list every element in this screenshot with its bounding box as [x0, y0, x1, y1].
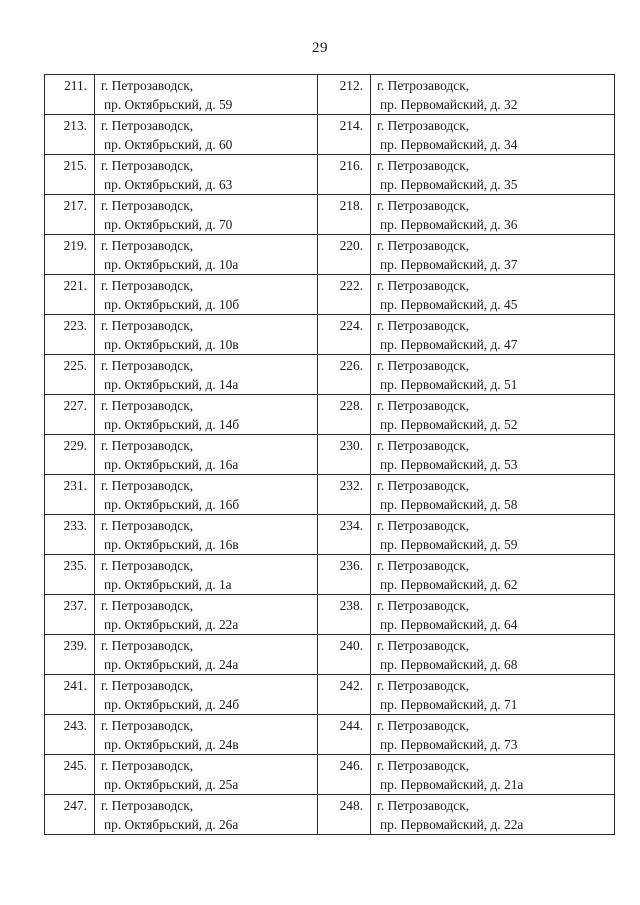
address-street: пр. Октябрьский, д. 60 [104, 137, 233, 152]
address-city: г. Петрозаводск, [101, 158, 194, 173]
address-cell-left [95, 275, 318, 315]
address-cell-left [95, 155, 318, 195]
row-number-right: 246. [318, 755, 371, 795]
address-city: г. Петрозаводск, [377, 478, 470, 493]
table-row [45, 755, 615, 795]
address-city: г. Петрозаводск, [377, 118, 470, 133]
address-street: пр. Октябрьский, д. 26а [104, 817, 239, 832]
address-city: г. Петрозаводск, [377, 238, 470, 253]
table-row [45, 595, 615, 635]
address-street: пр. Первомайский, д. 52 [380, 417, 518, 432]
address-city: г. Петрозаводск, [101, 718, 194, 733]
address-cell-left [95, 675, 318, 715]
row-number-left: 231. [45, 475, 95, 515]
address-city: г. Петрозаводск, [377, 78, 470, 93]
table-row [45, 435, 615, 475]
address-city: г. Петрозаводск, [101, 478, 194, 493]
address-cell-right [371, 115, 615, 155]
address-street: пр. Октябрьский, д. 24в [104, 737, 239, 752]
address-street: пр. Октябрьский, д. 24а [104, 657, 239, 672]
row-number-right: 240. [318, 635, 371, 675]
address-city: г. Петрозаводск, [101, 118, 194, 133]
row-number-left: 221. [45, 275, 95, 315]
address-street: пр. Октябрьский, д. 16в [104, 537, 239, 552]
address-street: пр. Первомайский, д. 22а [380, 817, 524, 832]
row-number-left: 211. [45, 75, 95, 115]
address-cell-left [95, 115, 318, 155]
address-street: пр. Первомайский, д. 71 [380, 697, 518, 712]
row-number-left: 233. [45, 515, 95, 555]
address-cell-right [371, 715, 615, 755]
row-number-left: 219. [45, 235, 95, 275]
address-street: пр. Первомайский, д. 47 [380, 337, 518, 352]
address-cell-left [95, 235, 318, 275]
table-row [45, 115, 615, 155]
row-number-left: 237. [45, 595, 95, 635]
address-cell-right [371, 355, 615, 395]
address-street: пр. Первомайский, д. 45 [380, 297, 518, 312]
address-street: пр. Первомайский, д. 58 [380, 497, 518, 512]
address-street: пр. Октябрьский, д. 59 [104, 97, 233, 112]
address-city: г. Петрозаводск, [101, 758, 194, 773]
address-cell-left [95, 395, 318, 435]
address-street: пр. Октябрьский, д. 10в [104, 337, 239, 352]
address-street: пр. Октябрьский, д. 25а [104, 777, 239, 792]
address-cell-left [95, 795, 318, 835]
row-number-left: 239. [45, 635, 95, 675]
row-number-left: 217. [45, 195, 95, 235]
row-number-left: 235. [45, 555, 95, 595]
address-street: пр. Октябрьский, д. 14а [104, 377, 239, 392]
address-cell-right [371, 755, 615, 795]
row-number-left: 223. [45, 315, 95, 355]
address-city: г. Петрозаводск, [377, 758, 470, 773]
address-city: г. Петрозаводск, [101, 238, 194, 253]
row-number-left: 213. [45, 115, 95, 155]
address-city: г. Петрозаводск, [377, 798, 470, 813]
row-number-right: 214. [318, 115, 371, 155]
address-city: г. Петрозаводск, [101, 438, 194, 453]
row-number-left: 215. [45, 155, 95, 195]
address-cell-right [371, 555, 615, 595]
address-city: г. Петрозаводск, [377, 318, 470, 333]
address-cell-right [371, 475, 615, 515]
row-number-right: 228. [318, 395, 371, 435]
address-city: г. Петрозаводск, [101, 678, 194, 693]
row-number-right: 242. [318, 675, 371, 715]
address-street: пр. Первомайский, д. 73 [380, 737, 518, 752]
address-street: пр. Октябрьский, д. 70 [104, 217, 233, 232]
table-row [45, 795, 615, 835]
address-cell-right [371, 795, 615, 835]
row-number-left: 225. [45, 355, 95, 395]
table-row [45, 395, 615, 435]
table-row [45, 235, 615, 275]
address-street: пр. Первомайский, д. 59 [380, 537, 518, 552]
row-number-right: 222. [318, 275, 371, 315]
address-cell-right [371, 395, 615, 435]
address-cell-left [95, 755, 318, 795]
row-number-left: 227. [45, 395, 95, 435]
address-street: пр. Первомайский, д. 32 [380, 97, 518, 112]
address-city: г. Петрозаводск, [101, 278, 194, 293]
address-street: пр. Октябрьский, д. 1а [104, 577, 232, 592]
row-number-left: 247. [45, 795, 95, 835]
row-number-right: 232. [318, 475, 371, 515]
table-row [45, 515, 615, 555]
address-street: пр. Первомайский, д. 62 [380, 577, 518, 592]
address-city: г. Петрозаводск, [101, 798, 194, 813]
address-cell-right [371, 315, 615, 355]
row-number-right: 226. [318, 355, 371, 395]
address-table-body [45, 75, 615, 835]
address-street: пр. Октябрьский, д. 24б [104, 697, 240, 712]
row-number-right: 238. [318, 595, 371, 635]
address-street: пр. Первомайский, д. 64 [380, 617, 518, 632]
address-street: пр. Октябрьский, д. 22а [104, 617, 239, 632]
row-number-right: 212. [318, 75, 371, 115]
row-number-left: 245. [45, 755, 95, 795]
row-number-right: 248. [318, 795, 371, 835]
address-city: г. Петрозаводск, [101, 398, 194, 413]
table-row [45, 195, 615, 235]
table-row [45, 715, 615, 755]
row-number-right: 236. [318, 555, 371, 595]
address-street: пр. Первомайский, д. 36 [380, 217, 518, 232]
address-cell-right [371, 155, 615, 195]
address-city: г. Петрозаводск, [101, 318, 194, 333]
row-number-left: 241. [45, 675, 95, 715]
address-city: г. Петрозаводск, [377, 598, 470, 613]
address-street: пр. Октябрьский, д. 10а [104, 257, 239, 272]
address-cell-left [95, 315, 318, 355]
address-table [44, 74, 615, 835]
row-number-right: 216. [318, 155, 371, 195]
address-city: г. Петрозаводск, [377, 438, 470, 453]
address-street: пр. Первомайский, д. 34 [380, 137, 518, 152]
address-city: г. Петрозаводск, [377, 158, 470, 173]
row-number-right: 220. [318, 235, 371, 275]
row-number-right: 234. [318, 515, 371, 555]
address-cell-right [371, 595, 615, 635]
address-cell-left [95, 555, 318, 595]
table-row [45, 555, 615, 595]
address-city: г. Петрозаводск, [101, 638, 194, 653]
address-city: г. Петрозаводск, [377, 638, 470, 653]
address-city: г. Петрозаводск, [101, 198, 194, 213]
row-number-left: 229. [45, 435, 95, 475]
address-street: пр. Первомайский, д. 35 [380, 177, 518, 192]
address-city: г. Петрозаводск, [101, 78, 194, 93]
address-city: г. Петрозаводск, [377, 718, 470, 733]
table-row [45, 315, 615, 355]
address-city: г. Петрозаводск, [377, 678, 470, 693]
address-cell-left [95, 435, 318, 475]
page-number: 29 [312, 40, 328, 56]
address-street: пр. Октябрьский, д. 63 [104, 177, 233, 192]
address-cell-right [371, 515, 615, 555]
address-city: г. Петрозаводск, [377, 198, 470, 213]
address-city: г. Петрозаводск, [377, 358, 470, 373]
table-row [45, 675, 615, 715]
row-number-right: 224. [318, 315, 371, 355]
address-city: г. Петрозаводск, [101, 358, 194, 373]
address-city: г. Петрозаводск, [377, 558, 470, 573]
address-city: г. Петрозаводск, [377, 518, 470, 533]
address-cell-right [371, 75, 615, 115]
address-cell-right [371, 195, 615, 235]
address-city: г. Петрозаводск, [101, 598, 194, 613]
table-row [45, 155, 615, 195]
row-number-right: 244. [318, 715, 371, 755]
row-number-left: 243. [45, 715, 95, 755]
address-cell-right [371, 235, 615, 275]
address-cell-right [371, 435, 615, 475]
address-cell-right [371, 275, 615, 315]
table-row [45, 635, 615, 675]
address-cell-right [371, 635, 615, 675]
address-city: г. Петрозаводск, [101, 558, 194, 573]
address-street: пр. Первомайский, д. 53 [380, 457, 518, 472]
row-number-right: 218. [318, 195, 371, 235]
address-street: пр. Первомайский, д. 21а [380, 777, 524, 792]
address-city: г. Петрозаводск, [101, 518, 194, 533]
table-row [45, 355, 615, 395]
address-city: г. Петрозаводск, [377, 398, 470, 413]
address-street: пр. Первомайский, д. 37 [380, 257, 518, 272]
address-street: пр. Октябрьский, д. 16б [104, 497, 240, 512]
row-number-right: 230. [318, 435, 371, 475]
address-cell-left [95, 475, 318, 515]
address-street: пр. Первомайский, д. 51 [380, 377, 518, 392]
table-row [45, 75, 615, 115]
address-street: пр. Октябрьский, д. 16а [104, 457, 239, 472]
address-city: г. Петрозаводск, [377, 278, 470, 293]
address-cell-left [95, 195, 318, 235]
address-cell-left [95, 515, 318, 555]
address-street: пр. Октябрьский, д. 10б [104, 297, 240, 312]
address-street: пр. Первомайский, д. 68 [380, 657, 518, 672]
address-cell-left [95, 715, 318, 755]
table-row [45, 275, 615, 315]
address-cell-left [95, 635, 318, 675]
table-row [45, 475, 615, 515]
address-cell-right [371, 675, 615, 715]
address-street: пр. Октябрьский, д. 14б [104, 417, 240, 432]
address-cell-left [95, 355, 318, 395]
address-cell-left [95, 595, 318, 635]
address-cell-left [95, 75, 318, 115]
